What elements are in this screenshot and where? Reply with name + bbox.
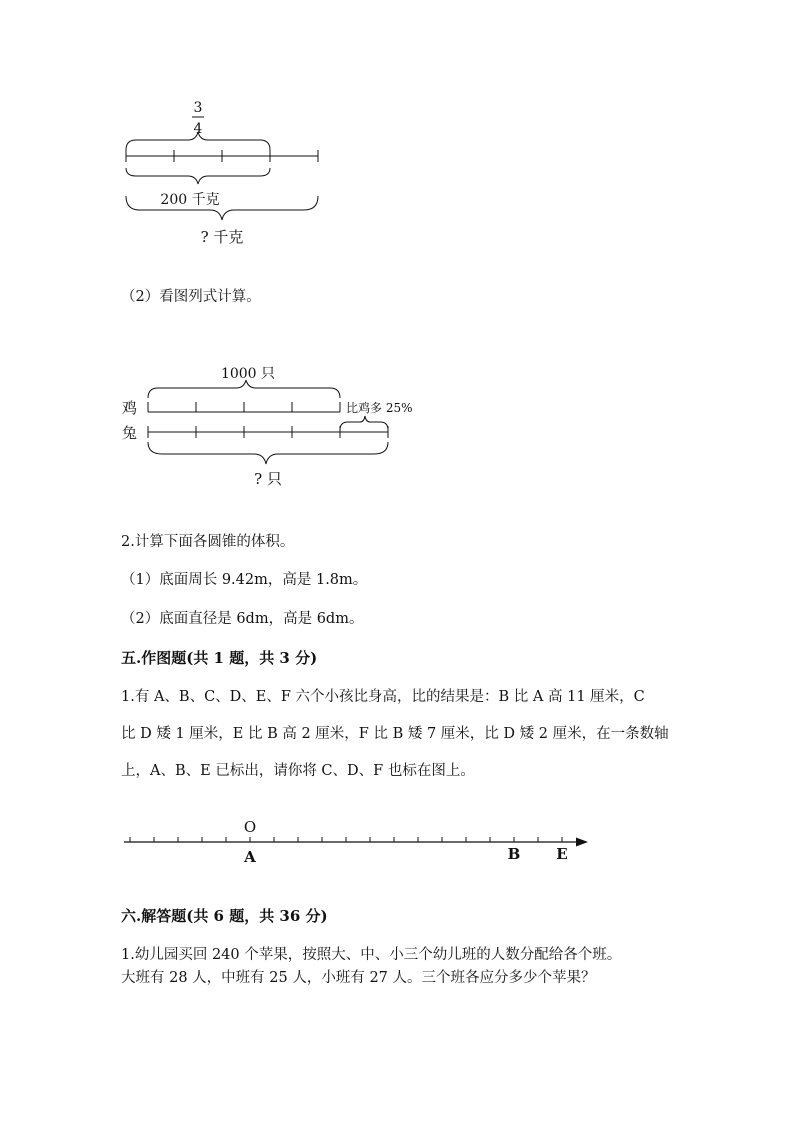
chicken-rabbit-diagram [110, 358, 430, 493]
section-5-heading: 五.作图题(共 1 题，共 3 分) [121, 649, 318, 667]
question-2-prompt: （2）看图列式计算。 [121, 289, 261, 305]
top-label: 1000 只 [220, 366, 276, 382]
number-line-ticks [130, 837, 562, 842]
cone-question-item-1: （1）底面周长 9.42m，高是 1.8m。 [121, 572, 368, 588]
arrow-head-icon [576, 838, 588, 847]
question-line: 1.幼儿园买回 240 个苹果，按照大、中、小三个幼儿班的人数分配给各个班。 [121, 947, 622, 963]
extra-label: 比鸡多 25% [346, 401, 413, 415]
cone-question-title: 2.计算下面各圆锥的体积。 [121, 534, 295, 550]
fraction-denominator: 4 [193, 121, 203, 137]
point-b-label: B [507, 845, 521, 863]
section-6-question-1 [121, 944, 621, 990]
unknown-label: ? 只 [254, 470, 282, 488]
point-e-label: E [556, 845, 568, 863]
point-a-label: A [244, 848, 256, 866]
top-brace [148, 380, 340, 398]
origin-label: O [243, 818, 257, 836]
known-brace [126, 168, 270, 184]
question-line: 大班有 28 人，中班有 25 人，小班有 27 人。三个班各应分多少个苹果？ [121, 970, 596, 986]
whole-brace [126, 196, 318, 220]
question-line: 比 D 矮 1 厘米，E 比 B 高 2 厘米，F 比 B 矮 7 厘米，比 D 矮 2 厘米，在一条数轴 [121, 726, 669, 742]
whole-brace [148, 442, 388, 464]
known-label: 200 千克 [160, 192, 220, 208]
cone-question-item-2: （2）底面直径是 6dm，高是 6dm。 [121, 611, 364, 627]
fraction-bar-diagram [110, 90, 340, 250]
unknown-label: ? 千克 [200, 228, 244, 246]
question-line: 1.有 A、B、C、D、E、F 六个小孩比身高，比的结果是：B 比 A 高 11 厘米，C [121, 689, 645, 705]
fraction-numerator: 3 [193, 100, 203, 116]
question-line: 上，A、B、E 已标出，请你将 C、D、F 也标在图上。 [121, 763, 475, 779]
section-6-heading: 六.解答题(共 6 题，共 36 分) [121, 907, 328, 925]
extra-brace [340, 416, 388, 430]
row1-label: 鸡 [122, 399, 138, 417]
row2-label: 兔 [122, 424, 138, 442]
section-5-question-1 [121, 679, 669, 790]
number-line [118, 812, 598, 872]
